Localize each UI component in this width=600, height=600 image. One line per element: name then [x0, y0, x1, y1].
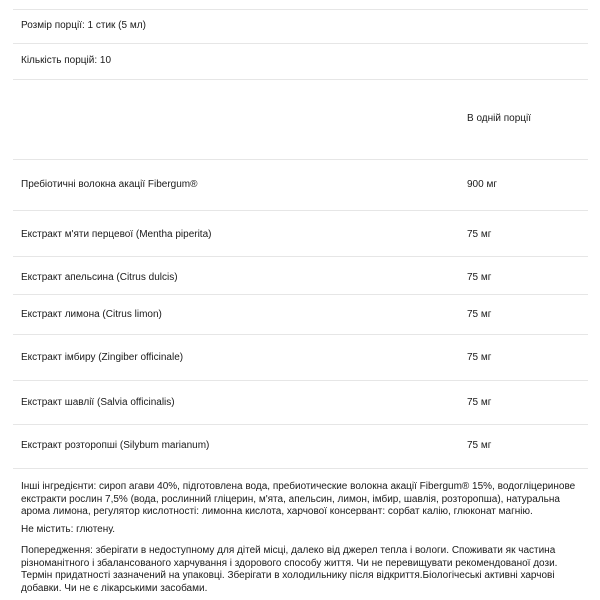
table-row: [13, 160, 588, 211]
servings-count: Кількість порцій: 10: [21, 55, 112, 66]
free-from-text: Не містить: глютену.: [21, 524, 116, 535]
table-row: [13, 381, 588, 425]
ingredient-amount: 75 мг: [467, 309, 492, 320]
ingredient-amount: 900 мг: [467, 179, 497, 190]
column-header: В одній порції: [467, 113, 531, 124]
serving-size-row: [13, 9, 588, 44]
free-from: [21, 524, 581, 537]
servings-count-row: [13, 44, 588, 80]
table-row: [13, 211, 588, 257]
table-row: [13, 257, 588, 295]
table-row: [13, 335, 588, 381]
ingredient-name: Пребіотичні волокна акації Fibergum®: [21, 179, 198, 190]
other-ingredients: [21, 481, 581, 519]
ingredient-name: Екстракт шавлії (Salvia officinalis): [21, 397, 175, 408]
table-row: [13, 425, 588, 469]
ingredient-name: Екстракт імбиру (Zingiber officinale): [21, 352, 184, 363]
ingredient-amount: 75 мг: [467, 229, 492, 240]
ingredient-amount: 75 мг: [467, 272, 492, 283]
ingredient-name: Екстракт апельсина (Citrus dulcis): [21, 272, 178, 283]
serving-size: Розмір порції: 1 стик (5 мл): [21, 20, 146, 31]
table-row: [13, 295, 588, 335]
other-ingredients-text: Інші інгредієнти: сироп агави 40%, підготовлена вода, пребиотические волокна акації Fibergum® 15%, водогліцеринове екстракти рослин 7,5% (вода, рослинний гліцерин, м'ята, апельсин, лимон, імбир, шавлія, розторопша), натуральна арома лимона, регулятор кислотності: лимонна кислота, харчової консервант: сорбат калію, глюконат магнію.: [21, 481, 576, 517]
warning: [21, 545, 581, 595]
ingredient-amount: 75 мг: [467, 397, 492, 408]
warning-text: Попередження: зберігати в недоступному для дітей місці, далеко від джерел тепла і вологи. Споживати як частина різноманітного і збалансованого харчування і здорового способу життя. Чи не перевищувати рекомендованої дози. Термін придатності зазначений на упаковці. Зберігати в холодильнику після відкриття.Біологічеські активні харчові добавки. Чи не є лікарськими засобами.: [21, 545, 558, 594]
ingredient-name: Екстракт розторопші (Silybum marianum): [21, 440, 210, 451]
ingredient-amount: 75 мг: [467, 352, 492, 363]
ingredient-amount: 75 мг: [467, 440, 492, 451]
column-header-row: [13, 80, 588, 160]
ingredient-name: Екстракт м'яти перцевої (Mentha piperita): [21, 229, 212, 240]
ingredient-name: Екстракт лимона (Citrus limon): [21, 309, 162, 320]
